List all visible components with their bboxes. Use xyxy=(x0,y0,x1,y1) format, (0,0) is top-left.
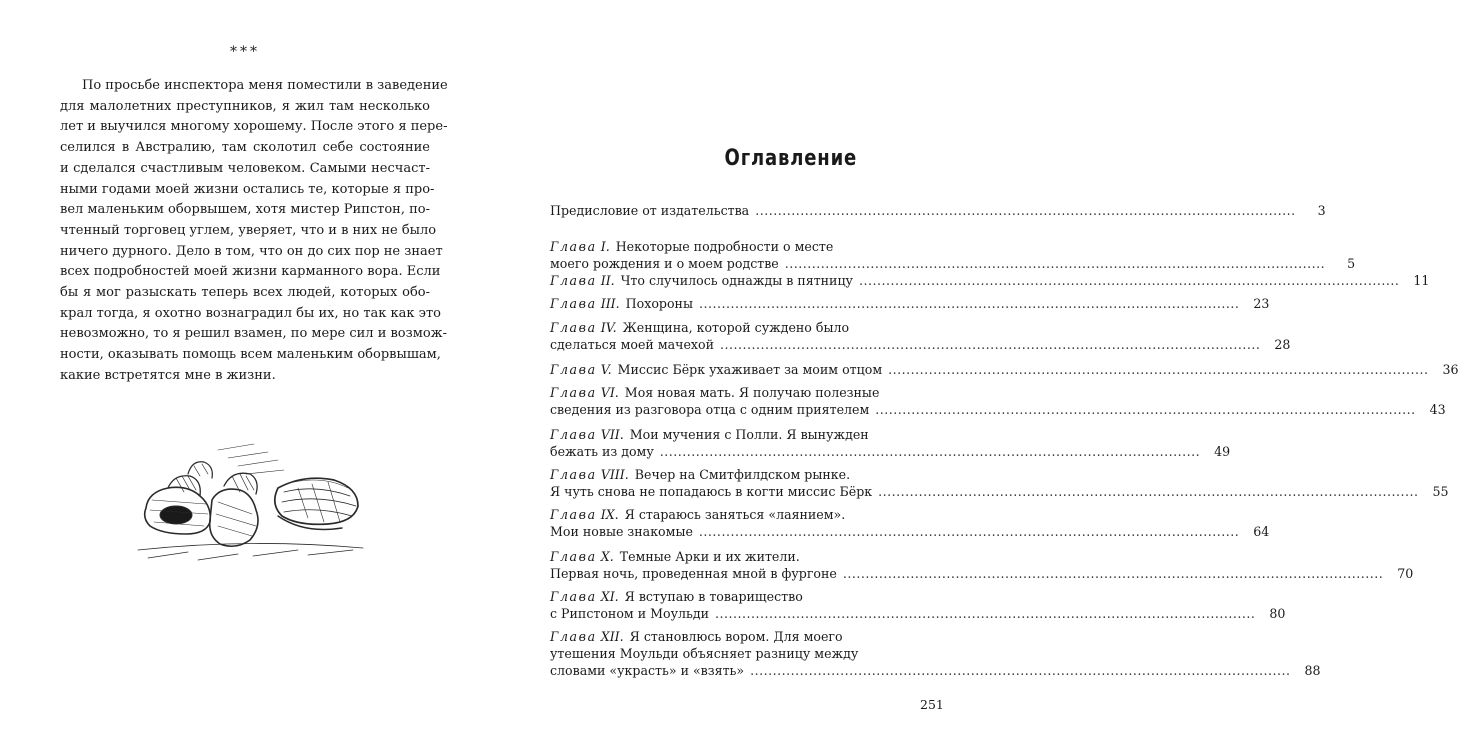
toc-entry-title: Я становлюсь вором. Для моего xyxy=(629,629,843,644)
toc-page-number: 80 xyxy=(1269,606,1286,621)
toc-entry[interactable] xyxy=(550,426,1231,460)
text-line: какие встретятся мне в жизни. xyxy=(60,367,276,383)
text-line: крал тогда, я охотно вознаградил бы их, но так как это xyxy=(60,305,441,321)
chapter-number: III. xyxy=(596,296,620,311)
text-line: и сделался счастливым человеком. Самыми несчаст- xyxy=(60,160,430,176)
toc-page-number: 49 xyxy=(1214,444,1231,459)
chapter-label: Глава xyxy=(550,589,597,604)
text-line: ными годами моей жизни остались те, которые я про- xyxy=(60,181,435,197)
dot-leader: ........................................................................................................................ xyxy=(888,362,1429,377)
dot-leader: ........................................................................................................................ xyxy=(878,484,1419,499)
text-line: чтенный торговец углем, уверяет, что и в них не было xyxy=(60,222,437,238)
toc-page-number: 43 xyxy=(1429,402,1446,417)
toc-entry-title: бежать из дому xyxy=(550,444,654,459)
chapter-number: V. xyxy=(596,362,612,377)
toc-entry-title: утешения Моульди объясняет разницу между xyxy=(550,646,859,661)
dot-leader: ........................................................................................................................ xyxy=(858,273,1400,288)
toc-entry-title: Я вступаю в товарищество xyxy=(624,589,803,604)
toc-page-number: 5 xyxy=(1347,256,1356,271)
text-line: ности, оказывать помощь всем маленьким оборвышам, xyxy=(60,347,441,363)
chapter-number: IV. xyxy=(596,320,617,335)
chapter-label: Глава xyxy=(550,385,597,400)
toc-entry-title: Что случилось однажды в пятницу xyxy=(620,273,853,288)
chapter-number: VII. xyxy=(596,427,624,442)
chapter-label: Глава xyxy=(550,427,597,442)
toc-entry-title: Некоторые подробности о месте xyxy=(615,239,834,254)
dot-leader: ........................................................................................................................ xyxy=(755,203,1296,218)
text-line: всех подробностей моей жизни карманного вора. Если xyxy=(60,264,441,280)
dot-leader: ........................................................................................................................ xyxy=(842,566,1384,581)
chapter-number: X. xyxy=(596,549,614,564)
chapter-number: II. xyxy=(596,273,615,288)
toc-entry[interactable] xyxy=(550,295,1270,312)
dot-leader: ........................................................................................................................ xyxy=(750,663,1291,678)
dot-leader: ........................................................................................................................ xyxy=(784,256,1326,271)
body-paragraph xyxy=(60,76,448,387)
toc-page-number: 36 xyxy=(1442,362,1459,377)
chapter-number: XII. xyxy=(596,629,624,644)
toc-title: Оглавление xyxy=(724,146,858,171)
chapter-label: Глава xyxy=(550,507,597,522)
toc-entry-title: Миссис Бёрк ухаживает за моим отцом xyxy=(617,362,883,377)
dot-leader: ........................................................................................................................ xyxy=(698,296,1240,311)
dot-leader: ........................................................................................................................ xyxy=(659,444,1201,459)
toc-entry-title: Я чуть снова не попадаюсь в когти миссис Бёрк xyxy=(550,484,873,499)
page-number: 251 xyxy=(920,697,944,712)
right-page xyxy=(500,0,1459,750)
toc-entry-title: моего рождения и о моем родстве xyxy=(550,256,779,271)
toc-page-number: 3 xyxy=(1317,203,1326,218)
chapter-number: VIII. xyxy=(596,467,629,482)
chapter-label: Глава xyxy=(550,629,597,644)
chapter-label: Глава xyxy=(550,549,597,564)
toc-entry-title: Вечер на Смитфилдском рынке. xyxy=(634,467,851,482)
text-line: ничего дурного. Дело в том, что он до сих пор не знает xyxy=(60,243,443,259)
toc-entry-title: сделаться моей мачехой xyxy=(550,337,714,352)
section-separator: *** xyxy=(230,44,260,60)
toc-entry-title: с Рипстоном и Моульди xyxy=(550,606,709,621)
toc-entry[interactable] xyxy=(550,466,1449,500)
left-page xyxy=(0,0,500,750)
toc-entry-title: словами «украсть» и «взять» xyxy=(550,663,745,678)
shoes-and-cap-illustration xyxy=(128,430,368,580)
toc-entry-title: Темные Арки и их жители. xyxy=(619,549,800,564)
text-line: лет и выучился многому хорошему. После этого я пере- xyxy=(60,119,448,135)
toc-entry[interactable] xyxy=(550,361,1459,378)
toc-entry-title: Предисловие от издательства xyxy=(550,203,750,218)
toc-entry-title: Мои новые знакомые xyxy=(550,524,693,539)
toc-entry[interactable] xyxy=(550,384,1446,418)
toc-entry[interactable] xyxy=(550,238,1356,272)
toc-entry[interactable] xyxy=(550,202,1326,219)
toc-entry-title: сведения из разговора отца с одним приятелем xyxy=(550,402,870,417)
chapter-label: Глава xyxy=(550,239,597,254)
toc-entry[interactable] xyxy=(550,506,1270,540)
chapter-label: Глава xyxy=(550,296,597,311)
text-line: селился в Австралию, там сколотил себе состояние xyxy=(60,140,430,156)
toc-entry[interactable] xyxy=(550,548,1414,582)
dot-leader: ........................................................................................................................ xyxy=(719,337,1261,352)
toc-page-number: 64 xyxy=(1253,524,1270,539)
chapter-label: Глава xyxy=(550,362,597,377)
toc-entry[interactable] xyxy=(550,272,1430,289)
text-line: для малолетних преступников, я жил там несколько xyxy=(60,98,430,114)
toc-page-number: 55 xyxy=(1432,484,1449,499)
chapter-number: I. xyxy=(596,239,610,254)
toc-page-number: 88 xyxy=(1304,663,1321,678)
toc-entry[interactable] xyxy=(550,319,1291,353)
toc-entry[interactable] xyxy=(550,628,1321,679)
toc-entry-title: Моя новая мать. Я получаю полезные xyxy=(624,385,880,400)
chapter-label: Глава xyxy=(550,273,597,288)
toc-entry[interactable] xyxy=(550,588,1286,622)
toc-entry-title: Женщина, которой суждено было xyxy=(622,320,850,335)
dot-leader: ........................................................................................................................ xyxy=(875,402,1416,417)
toc-page-number: 70 xyxy=(1397,566,1414,581)
text-line: вел маленьким оборвышем, хотя мистер Рипстон, по- xyxy=(60,202,430,218)
text-line: невозможно, то я решил взамен, по мере сил и возмож- xyxy=(60,326,448,342)
chapter-number: VI. xyxy=(596,385,619,400)
toc-page-number: 23 xyxy=(1253,296,1270,311)
chapter-number: XI. xyxy=(596,589,619,604)
chapter-label: Глава xyxy=(550,320,597,335)
toc-entry-title: Мои мучения с Полли. Я вынужден xyxy=(629,427,869,442)
toc-entry-title: Похороны xyxy=(625,296,693,311)
chapter-label: Глава xyxy=(550,467,597,482)
text-line: По просьбе инспектора меня поместили в заведение xyxy=(82,78,448,93)
toc-entry-title: Я стараюсь заняться «лаянием». xyxy=(624,507,846,522)
toc-entry-title: Первая ночь, проведенная мной в фургоне xyxy=(550,566,837,581)
toc-page-number: 28 xyxy=(1274,337,1291,352)
dot-leader: ........................................................................................................................ xyxy=(714,606,1256,621)
dot-leader: ........................................................................................................................ xyxy=(698,524,1240,539)
chapter-number: IX. xyxy=(596,507,619,522)
text-line: бы я мог разыскать теперь всех людей, которых обо- xyxy=(60,285,430,301)
toc-page-number: 11 xyxy=(1413,273,1430,288)
